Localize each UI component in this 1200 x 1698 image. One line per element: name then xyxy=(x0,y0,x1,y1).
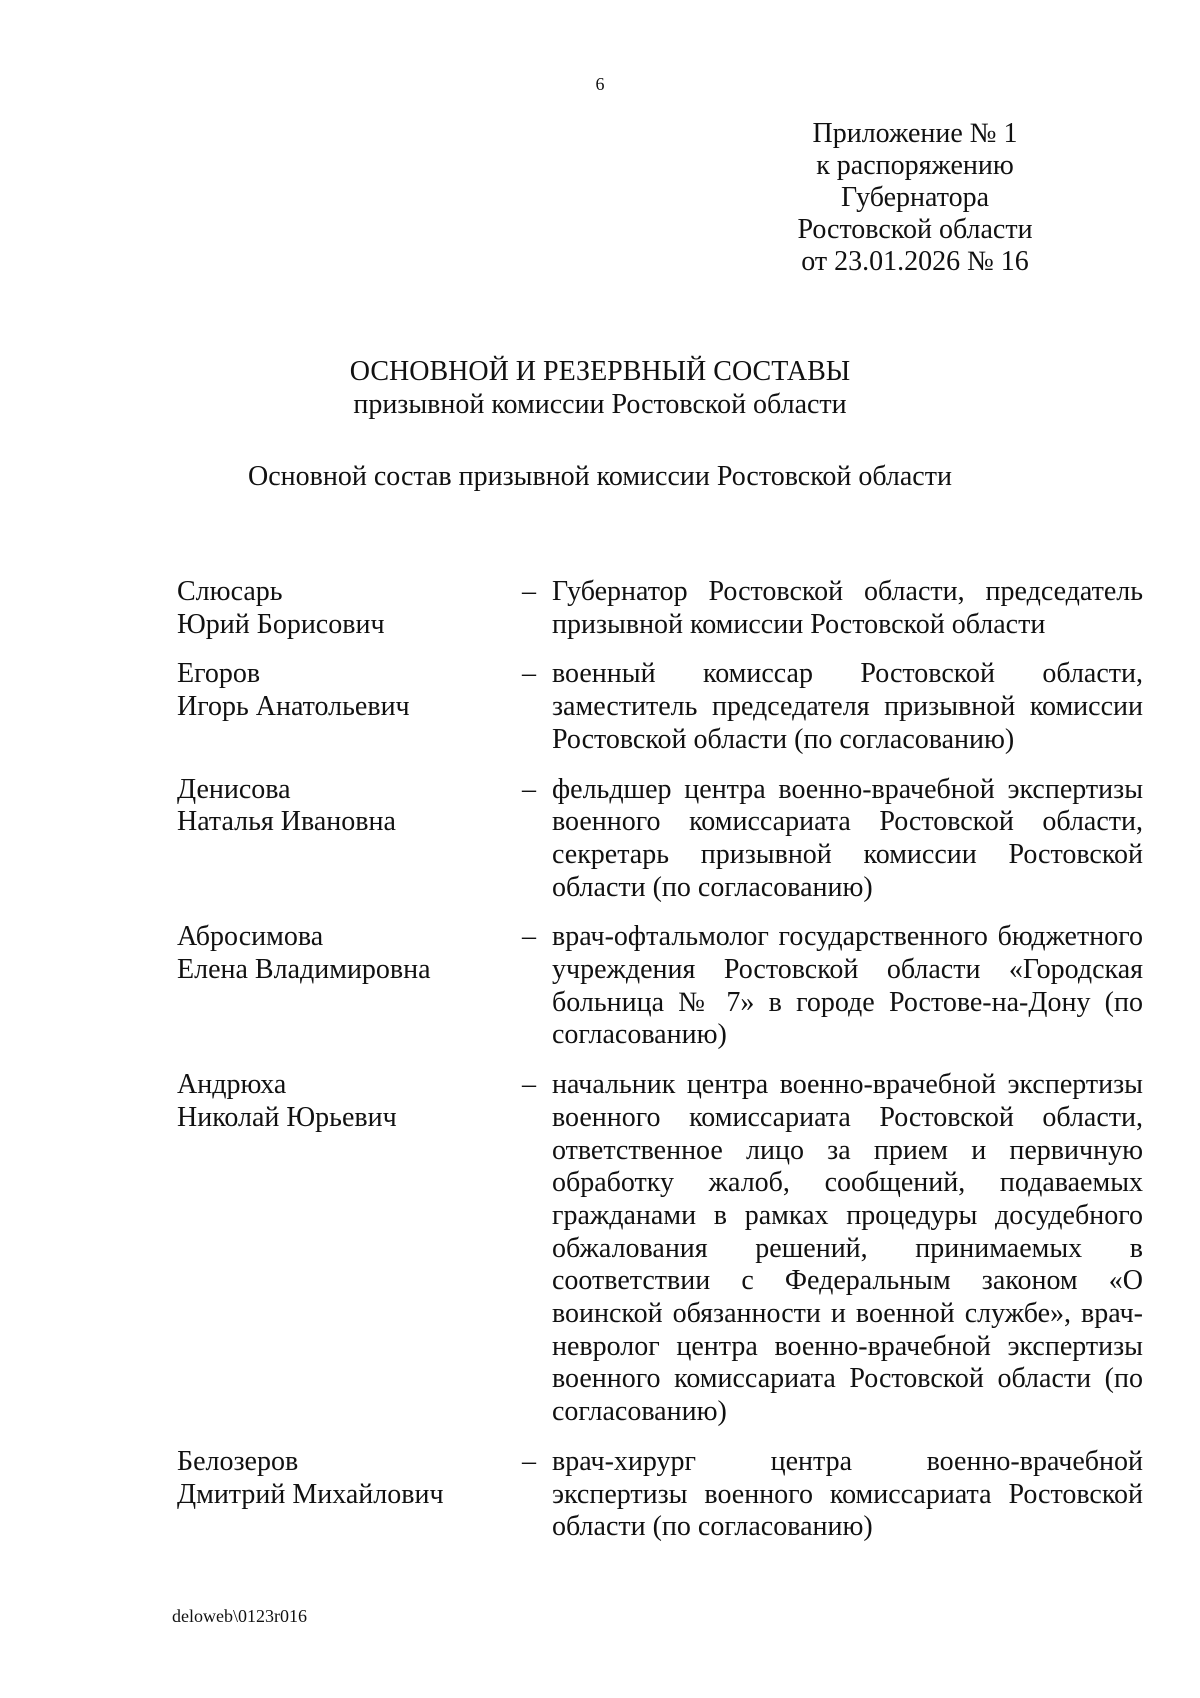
member-row xyxy=(177,1069,1143,1429)
dash-separator: – xyxy=(522,576,536,607)
member-surname: Белозеров xyxy=(177,1445,299,1477)
member-name xyxy=(177,1069,522,1429)
appendix-line: к распоряжению xyxy=(816,150,1014,181)
dash-separator: – xyxy=(522,773,536,805)
member-name xyxy=(177,774,522,905)
member-list xyxy=(177,576,1143,1561)
member-role: врач-офтальмолог государственного бюджетного учреждения Ростовской области «Городская больница № 7» в городе Ростове-на-Дону (по согласованию) xyxy=(552,921,1143,1051)
member-row xyxy=(177,1446,1143,1544)
member-name xyxy=(177,658,522,756)
appendix-line: Губернатора xyxy=(840,182,990,213)
member-name xyxy=(177,1446,522,1544)
member-given-names: Елена Владимировна xyxy=(177,954,431,986)
dash-separator: – xyxy=(522,921,536,953)
member-row xyxy=(177,774,1143,905)
document-title-sub: призывной комиссии Ростовской области xyxy=(353,389,847,420)
member-surname: Андрюха xyxy=(177,1069,287,1101)
appendix-line: Ростовской области xyxy=(797,214,1033,245)
document-title-main: ОСНОВНОЙ И РЕЗЕРВНЫЙ СОСТАВЫ xyxy=(349,356,851,387)
member-given-names: Игорь Анатольевич xyxy=(177,691,410,723)
member-row xyxy=(177,658,1143,756)
member-surname: Слюсарь xyxy=(177,576,283,607)
member-surname: Егоров xyxy=(177,658,261,690)
member-surname: Денисова xyxy=(177,773,291,805)
member-role: врач-хирург центра военно-врачебной экспертизы военного комиссариата Ростовской области (по согласованию) xyxy=(552,1445,1143,1543)
member-name xyxy=(177,921,522,1052)
member-given-names: Юрий Борисович xyxy=(177,608,385,640)
page-number: 6 xyxy=(595,74,605,94)
dash-separator: – xyxy=(522,1069,536,1101)
member-role: начальник центра военно-врачебной экспертизы военного комиссариата Ростовской области, ответственное лицо за прием и первичную обработку жалоб, сообщений, подаваемых гражданами в рамках процедуры досудебного обжалования решений, принимаемых в соответствии с Федеральным законом «О воинской обязанности и военной службе», врач-невролог центра военно-врачебной экспертизы военного комиссариата Ростовской области (по согласованию) xyxy=(552,1069,1143,1428)
member-role: Губернатор Ростовской области, председатель призывной комиссии Ростовской области xyxy=(552,576,1143,640)
section-heading: Основной состав призывной комиссии Ростовской области xyxy=(248,461,952,492)
member-given-names: Наталья Ивановна xyxy=(177,806,396,838)
member-name xyxy=(177,576,522,641)
member-surname: Абросимова xyxy=(177,921,324,953)
dash-separator: – xyxy=(522,1445,536,1477)
member-role: фельдшер центра военно-врачебной экспертизы военного комиссариата Ростовской области, секретарь призывной комиссии Ростовской области (по согласованию) xyxy=(552,773,1143,903)
member-row xyxy=(177,921,1143,1052)
appendix-line: Приложение № 1 xyxy=(812,118,1018,149)
dash-separator: – xyxy=(522,658,536,690)
member-given-names: Дмитрий Михайлович xyxy=(177,1478,444,1510)
appendix-line: от 23.01.2026 № 16 xyxy=(801,246,1029,277)
document-title xyxy=(0,355,1200,421)
appendix-block xyxy=(790,118,1040,278)
member-row xyxy=(177,576,1143,641)
member-role: военный комиссар Ростовской области, заместитель председателя призывной комиссии Ростовской области (по согласованию) xyxy=(552,658,1143,755)
footer-document-code: deloweb\0123r016 xyxy=(172,1606,307,1626)
member-given-names: Николай Юрьевич xyxy=(177,1101,397,1133)
